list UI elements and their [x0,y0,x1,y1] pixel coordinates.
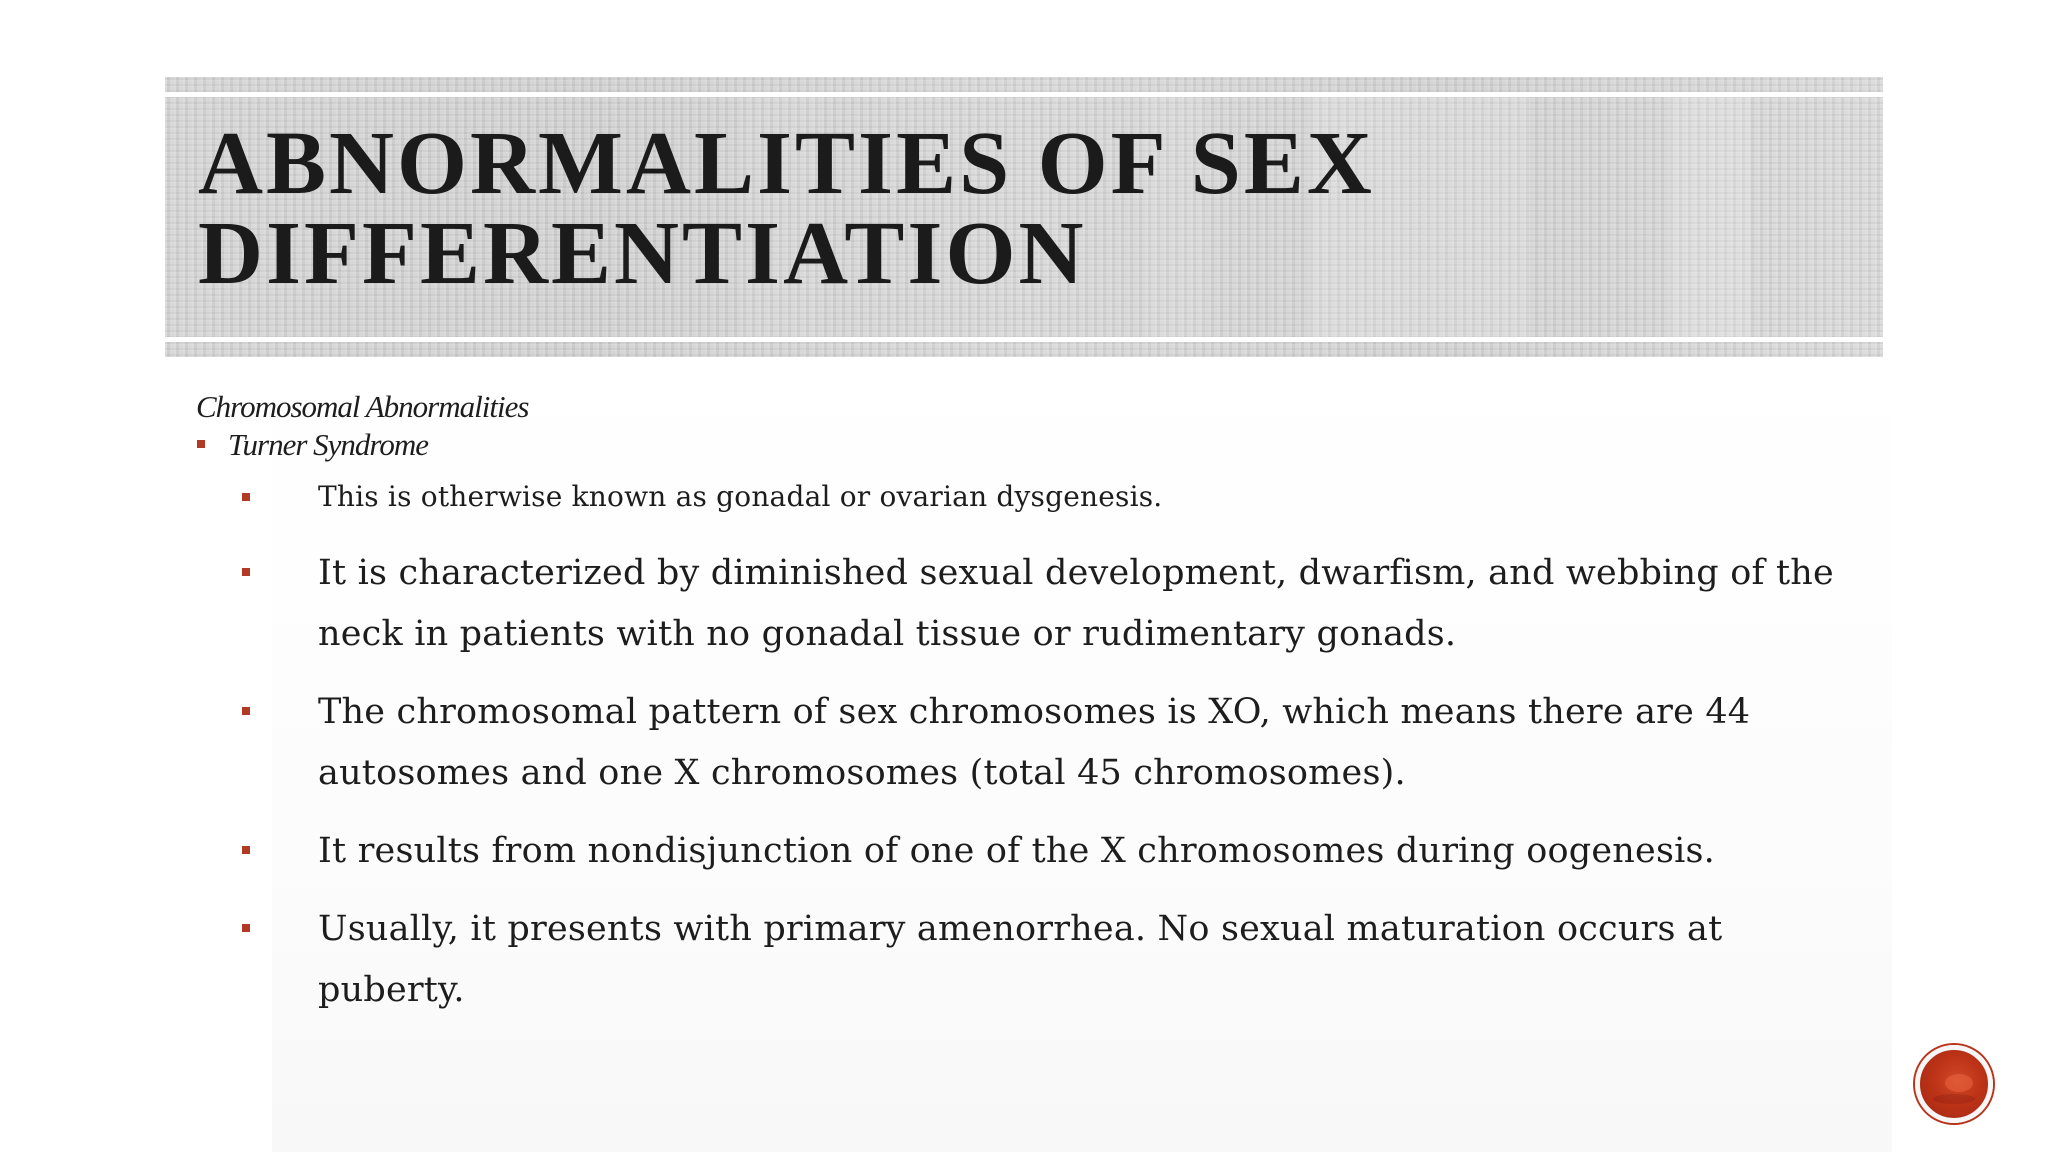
title-banner [165,77,1883,357]
bullet-text: This is otherwise known as gonadal or ovarian dysgenesis. [318,480,1163,513]
bullet-text: Usually, it presents with primary amenorrhea. No sexual maturation occurs at puberty. [318,909,1723,1010]
square-bullet-icon [197,440,205,448]
title-banner-texture [1670,97,1750,337]
square-bullet-icon [242,924,250,932]
bullet-text: It is characterized by diminished sexual development, dwarfism, and webbing of the neck in patients with no gonadal tissue or rudimentary gonads. [318,553,1834,654]
square-bullet-icon [242,493,250,501]
level-one-list-label: Turner Syndrome [228,427,428,462]
bullet-text: The chromosomal pattern of sex chromosomes is XO, which means there are 44 autosomes and one X chromosomes (total 45 chromosomes). [318,692,1751,793]
presentation-navigation-button[interactable] [1915,1045,1993,1123]
slide-title [198,114,1375,303]
section-heading: Chromosomal Abnormalities [196,389,529,424]
square-bullet-icon [242,568,250,576]
bullet-item [242,682,1862,804]
bullet-text: It results from nondisjunction of one of the X chromosomes during oogenesis. [318,831,1715,871]
slide-title-line-2: DIFFERENTIATION [198,204,1087,303]
bullet-item [242,480,1862,514]
title-banner-bottom-line [165,337,1883,342]
square-bullet-icon [242,846,250,854]
bullet-item [242,543,1862,665]
square-bullet-icon [242,707,250,715]
slide-title-line-1: ABNORMALITIES OF SEX [198,114,1375,213]
title-banner-top-line [165,92,1883,97]
bullet-item [242,899,1862,1010]
bullet-item [242,821,1862,882]
